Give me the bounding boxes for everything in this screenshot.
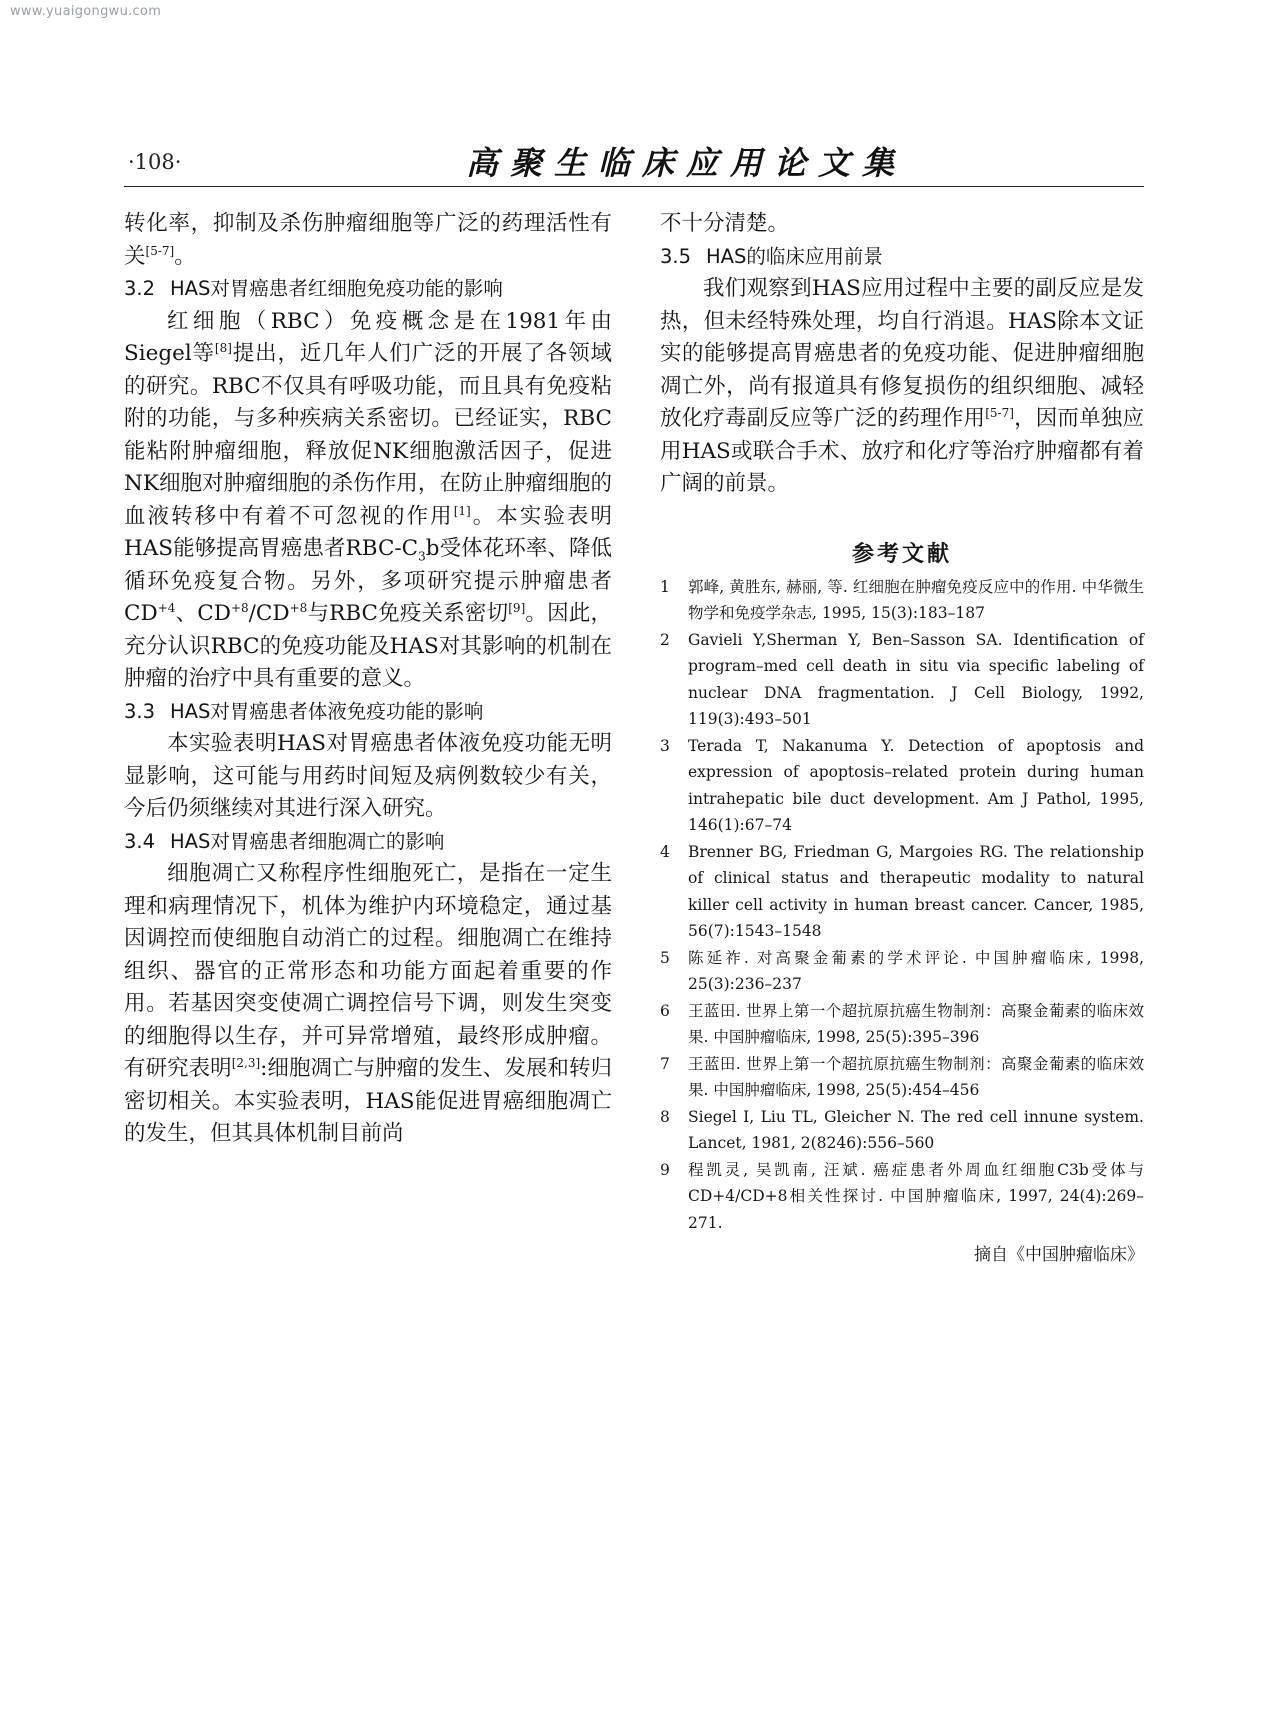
header-rule xyxy=(124,186,1144,187)
reference-item: 2 Gavieli Y,Sherman Y, Ben–Sasson SA. Identification of program–med cell death in situ via specific labeling of nuclear DNA fragmentation. J Cell Biology, 1992, 119(3):493–501 xyxy=(660,630,1144,728)
right-column xyxy=(660,208,1144,1265)
paragraph-prospects: 我们观察到HAS应用过程中主要的副反应是发热，但未经特殊处理，均自行消退。HAS除本文证实的能够提高胃癌患者的免疫功能、促进肿瘤细胞凋亡外，尚有报道具有修复损伤的组织细胞、减轻放化疗毒副反应等广泛的药理作用[5-7]，因而单独应用HAS或联合手术、放疗和化疗等治疗肿瘤都有着广阔的前景。 xyxy=(660,276,1144,496)
reference-item: 6 王蓝田. 世界上第一个超抗原抗癌生物制剂：高聚金葡素的临床效果. 中国肿瘤临床, 1998, 25(5):395–396 xyxy=(660,1001,1144,1046)
reference-item: 7 王蓝田. 世界上第一个超抗原抗癌生物制剂：高聚金葡素的临床效果. 中国肿瘤临床, 1998, 25(5):454–456 xyxy=(660,1054,1144,1099)
reference-item: 8 Siegel I, Liu TL, Gleicher N. The red cell innune system. Lancet, 1981, 2(8246):556–560 xyxy=(660,1107,1144,1152)
watermark-text: www.yuaigongwu.com xyxy=(10,4,162,19)
paragraph-apoptosis: 细胞凋亡又称程序性细胞死亡，是指在一定生理和病理情况下，机体为维护内环境稳定，通过基因调控而使细胞自动消亡的过程。细胞凋亡在维持组织、器官的正常形态和功能方面起着重要的作用。若基因突变使凋亡调控信号下调，则发生突变的细胞得以生存，并可异常增殖，最终形成肿瘤。有研究表明[2,3]:细胞凋亡与肿瘤的发生、发展和转归密切相关。本实验表明，HAS能促进胃癌细胞凋亡的发生，但其具体机制目前尚 xyxy=(124,861,612,1146)
section-heading-3-4: 3.4 HAS对胃癌患者细胞凋亡的影响 xyxy=(124,829,445,853)
references-title: 参考文献 xyxy=(851,541,952,567)
paragraph-rbc: 红细胞（RBC）免疫概念是在1981年由Siegel等[8]提出，近几年人们广泛的开展了各领域的研究。RBC不仅具有呼吸功能，而且具有免疫粘附的功能，与多种疾病关系密切。已经证实，RBC能粘附肿瘤细胞，释放促NK细胞激活因子，促进NK细胞对肿瘤细胞的杀伤作用，在防止肿瘤细胞的血液转移中有着不可忽视的作用[1]。本实验表明HAS能够提高胃癌患者RBC-$C_3b$受体花环率、降低循环免疫复合物。另外，多项研究提示肿瘤患者$CD^{+4}$、$CD^{+8}/CD^{+8}$与RBC免疫关系密切[9]。因此，充分认识RBC的免疫功能及HAS对其影响的机制在肿瘤的治疗中具有重要的意义。 xyxy=(124,308,612,691)
page-number: ·108· xyxy=(128,150,182,174)
section-heading-3-5: 3.5 HAS的临床应用前景 xyxy=(660,244,883,268)
reference-item: 3 Terada T, Nakanuma Y. Detection of apoptosis and expression of apoptosis–related protein during human intrahepatic bile duct development. Am J Pathol, 1995, 146(1):67–74 xyxy=(660,736,1144,834)
reference-item: 4 Brenner BG, Friedman G, Margoies RG. The relationship of clinical status and therapeutic modality to natural killer cell activity in human breast cancer. Cancer, 1985, 56(7):1543–1548 xyxy=(660,842,1144,940)
source-attribution: 摘自《中国肿瘤临床》 xyxy=(974,1245,1144,1265)
left-column xyxy=(124,208,612,1151)
paragraph-continuation: 转化率，抑制及杀伤肿瘤细胞等广泛的药理活性有关[5-7]。 xyxy=(124,211,612,269)
references-list xyxy=(660,574,1144,1237)
section-heading-3-2: 3.2 HAS对胃癌患者红细胞免疫功能的影响 xyxy=(124,277,503,300)
paragraph-humoral: 本实验表明HAS对胃癌患者体液免疫功能无明显影响，这可能与用药时间短及病例数较少有关，今后仍须继续对其进行深入研究。 xyxy=(124,731,612,821)
reference-item: 9 程凯灵, 吴凯南, 汪斌. 癌症患者外周血红细胞C3b受体与CD+4/CD+8相关性探讨. 中国肿瘤临床, 1997, 24(4):269–271. xyxy=(660,1160,1144,1232)
section-heading-3-3: 3.3 HAS对胃癌患者体液免疫功能的影响 xyxy=(124,699,484,723)
reference-item: 1 郭峰, 黄胜东, 赫丽, 等. 红细胞在肿瘤免疫反应中的作用. 中华微生物学和免疫学杂志, 1995, 15(3):183–187 xyxy=(660,577,1144,622)
journal-title: 高聚生临床应用论文集 xyxy=(466,144,907,182)
paragraph-continuation-right: 不十分清楚。 xyxy=(660,211,790,236)
reference-item: 5 陈延祚. 对高聚金葡素的学术评论. 中国肿瘤临床, 1998, 25(3):236–237 xyxy=(660,948,1144,993)
